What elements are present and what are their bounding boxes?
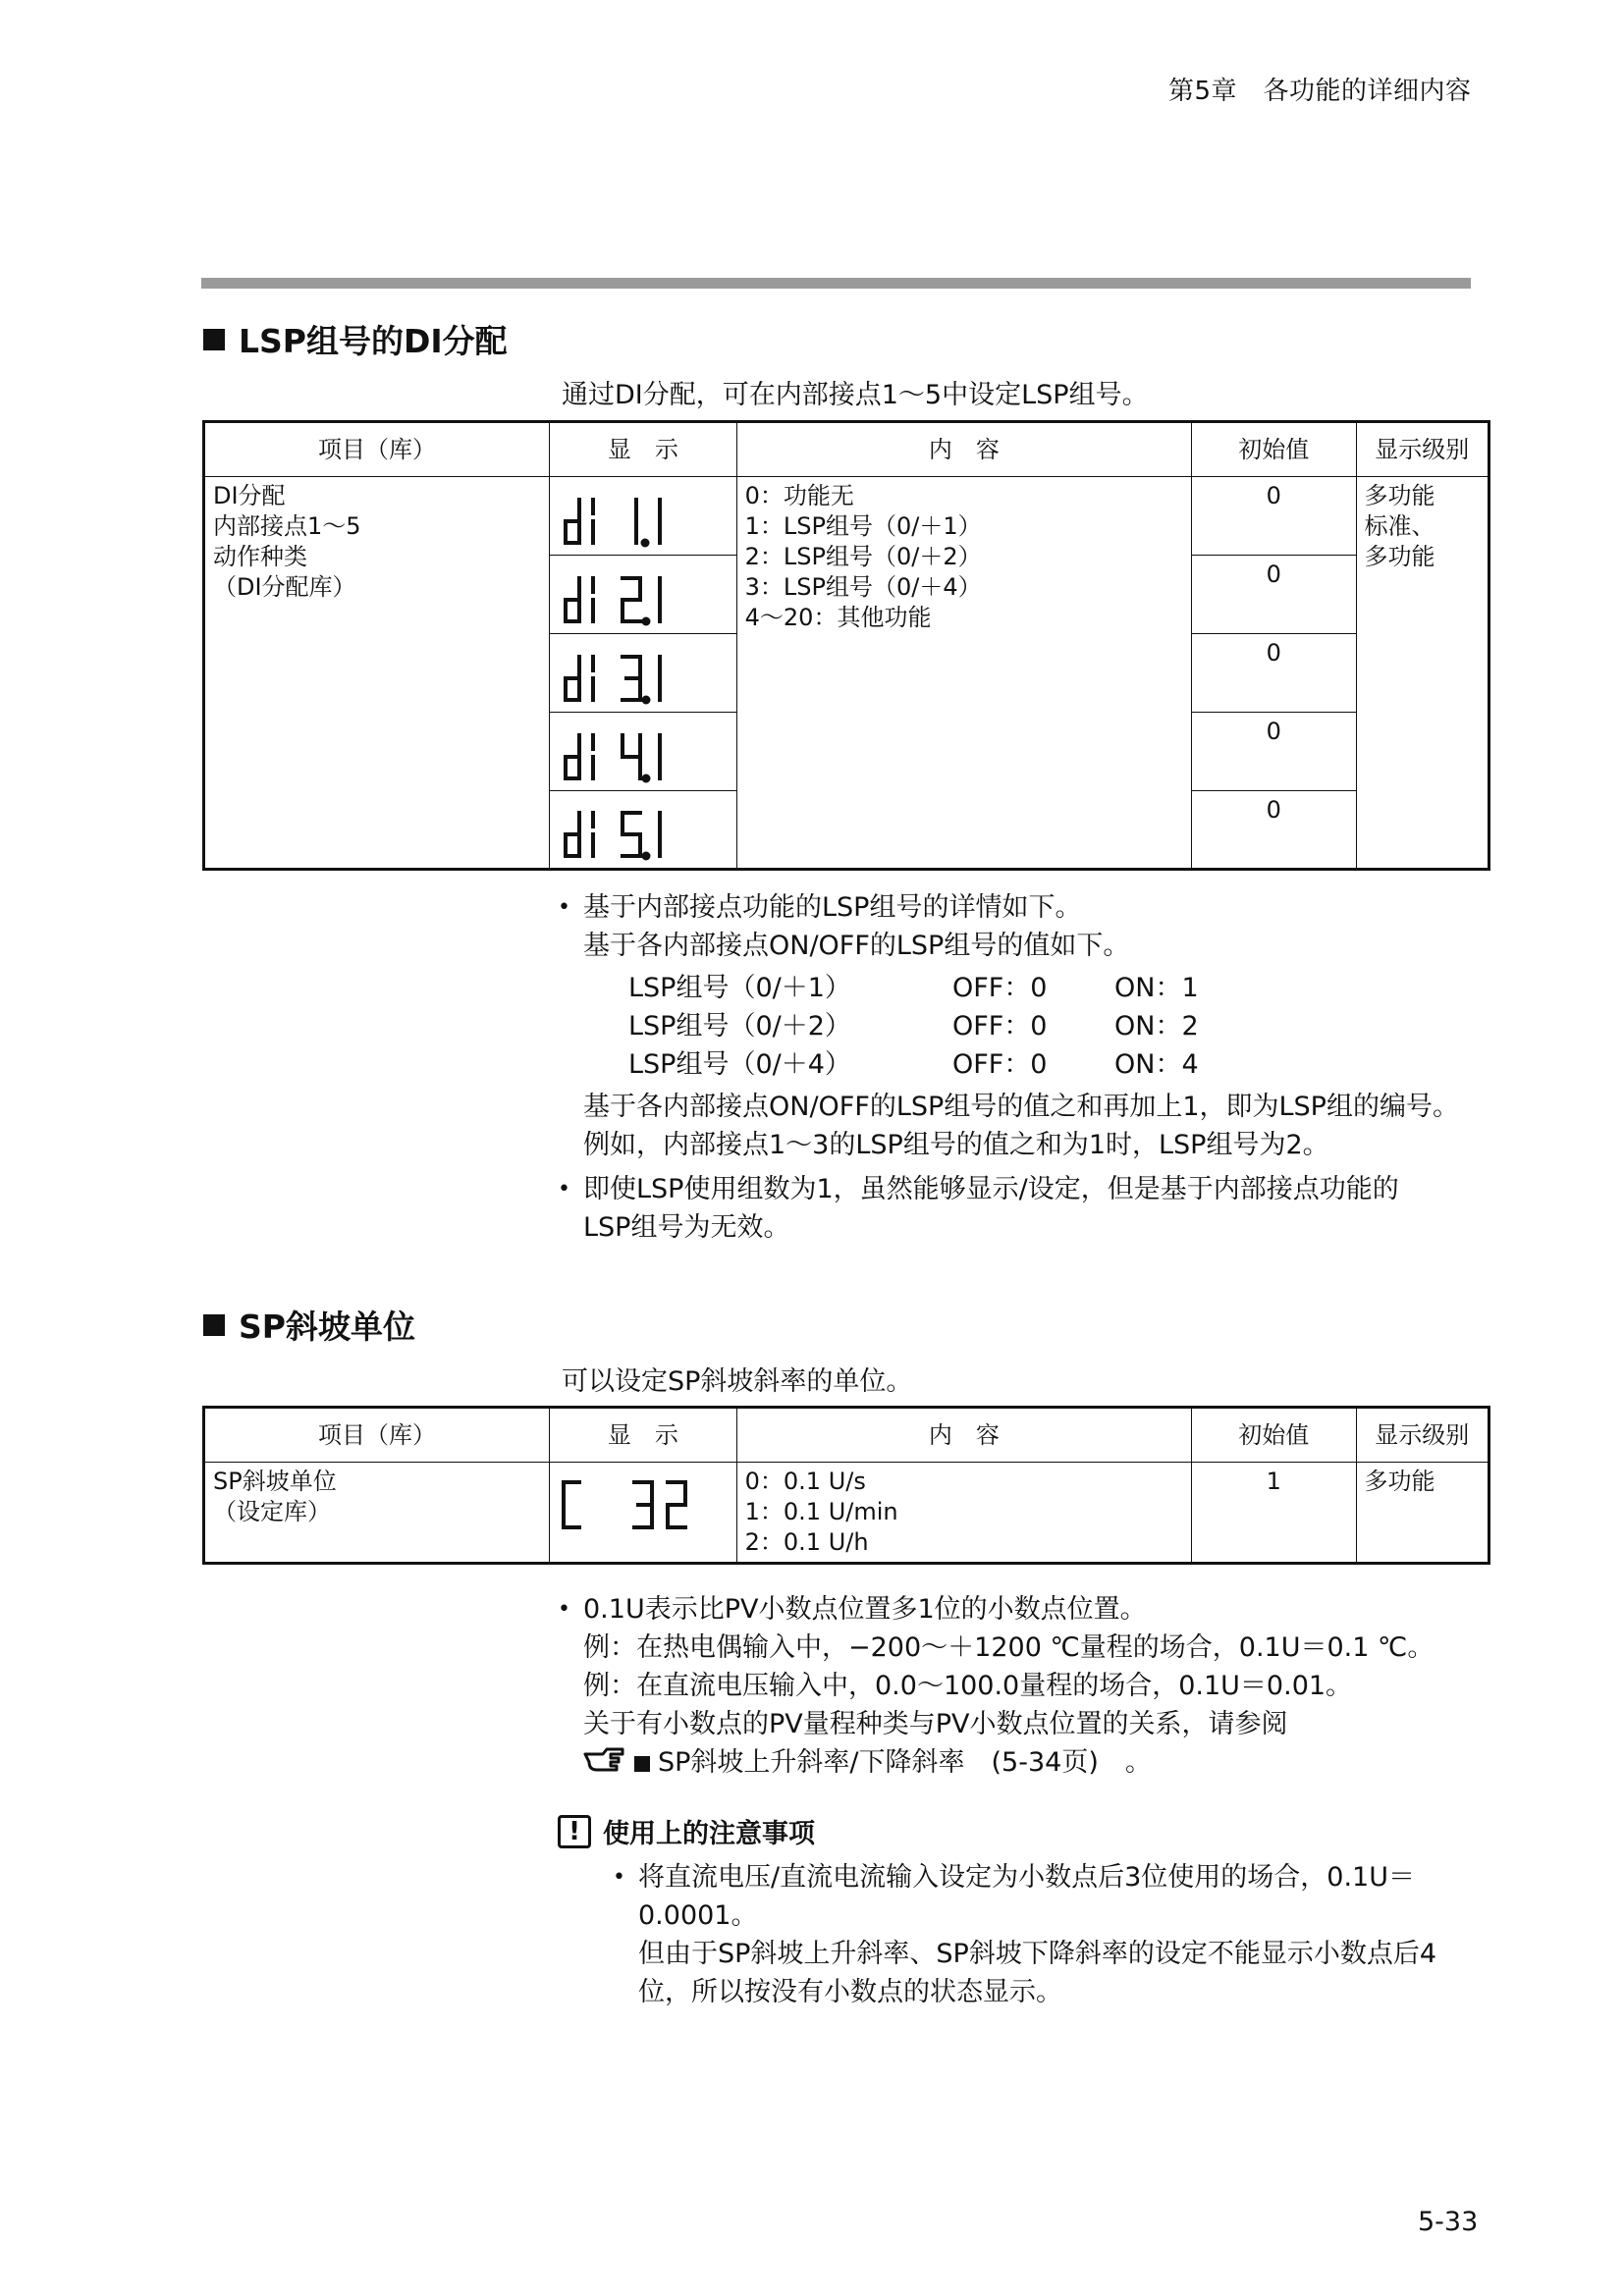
note-bullet: [558, 1170, 1490, 1247]
note-line: 例：在热电偶输入中，−200～＋1200 ℃量程的场合，0.1U＝0.1 ℃。: [583, 1632, 1435, 1663]
lsp-name: LSP组号（0/＋1）: [628, 973, 851, 1003]
col-header-item: 项目（库）: [204, 422, 550, 477]
item-line: （设定库）: [213, 1498, 331, 1525]
section-title-lsp-di: [203, 316, 508, 362]
seven-segment-display: [550, 1468, 734, 1539]
seven-segment-display: [550, 635, 734, 712]
reference-link[interactable]: [583, 1743, 1490, 1783]
col-header-item: 项目（库）: [204, 1408, 550, 1463]
col-header-content: 内 容: [736, 422, 1191, 477]
content-line: 3：LSP组号（0/＋4）: [744, 573, 982, 601]
content-line: 2：LSP组号（0/＋2）: [744, 543, 982, 570]
item-cell: [204, 477, 550, 870]
display-cell-c32: [550, 1463, 737, 1564]
note-bullet: [558, 888, 1490, 1164]
display-cell-di5: [550, 791, 737, 870]
item-cell: [204, 1463, 550, 1564]
square-bullet-icon: [634, 1756, 650, 1772]
note-line: • 0.1U表示比PV小数点位置多1位的小数点位置。: [583, 1594, 1147, 1625]
level-line: 多功能: [1364, 482, 1435, 509]
off-value: OFF：0: [952, 1011, 1048, 1041]
item-line: 动作种类: [213, 543, 307, 570]
display-cell-di4: [550, 713, 737, 791]
level-cell: [1356, 477, 1489, 870]
col-header-level: 显示级别: [1356, 1408, 1489, 1463]
initial-cell: 0: [1192, 556, 1357, 634]
chapter-header: 第5章 各功能的详细内容: [1168, 77, 1472, 106]
display-cell-di2: [550, 556, 737, 634]
seven-segment-display: [550, 791, 734, 868]
initial-cell: 1: [1192, 1463, 1357, 1564]
initial-cell: 0: [1192, 634, 1357, 713]
square-bullet-icon: [203, 329, 225, 350]
seven-segment-display: [550, 478, 734, 555]
off-value: OFF：0: [952, 1049, 1048, 1080]
off-value: OFF：0: [952, 973, 1048, 1003]
content-line: 4～20：其他功能: [744, 604, 932, 631]
content-cell: [736, 1463, 1191, 1564]
content-line: 0：0.1 U/s: [744, 1468, 866, 1495]
list-item: [628, 1045, 1490, 1084]
section1-notes: [558, 888, 1490, 1247]
pointing-hand-icon: [583, 1744, 624, 1783]
caution-line: • 将直流电压/直流电流输入设定为小数点后3位使用的场合，0.1U＝: [638, 1862, 1415, 1893]
caution-line: 0.0001。: [638, 1900, 758, 1931]
note-line: 例：在直流电压输入中，0.0～100.0量程的场合，0.1U＝0.01。: [583, 1671, 1353, 1701]
list-item: [628, 969, 1490, 1007]
col-header-content: 内 容: [736, 1408, 1191, 1463]
content-line: 1：0.1 U/min: [744, 1498, 898, 1525]
item-line: SP斜坡单位: [213, 1468, 337, 1495]
reference-text: SP斜坡上升斜率/下降斜率 (5-34页) 。: [658, 1747, 1152, 1778]
level-line: 标准、: [1364, 512, 1435, 540]
content-line: 2：0.1 U/h: [744, 1528, 869, 1556]
section2-notes: [558, 1590, 1490, 1783]
lsp-name: LSP组号（0/＋4）: [628, 1049, 851, 1080]
exclamation-icon: !: [558, 1815, 591, 1848]
spec-table-sp-ramp: [202, 1406, 1490, 1565]
item-line: DI分配: [213, 482, 286, 509]
display-cell-di3: [550, 634, 737, 713]
note-line: 例如，内部接点1～3的LSP组号的值之和为1时，LSP组号为2。: [583, 1130, 1329, 1160]
list-item: [628, 1007, 1490, 1045]
caution-line: 位，所以按没有小数点的状态显示。: [638, 1977, 1062, 2007]
initial-cell: 0: [1192, 713, 1357, 791]
display-cell-di1: [550, 477, 737, 556]
note-line: • 即使LSP使用组数为1，虽然能够显示/设定，但是基于内部接点功能的: [583, 1174, 1399, 1204]
section-title-text: SP斜坡单位: [239, 1308, 415, 1346]
content-line: 1：LSP组号（0/＋1）: [744, 512, 982, 540]
note-line: LSP组号为无效。: [583, 1212, 790, 1243]
section-title-sp-ramp: [203, 1302, 415, 1348]
caution-bullet: [613, 1858, 1490, 2011]
note-line: 关于有小数点的PV量程种类与PV小数点位置的关系，请参阅: [583, 1709, 1288, 1739]
square-bullet-icon: [203, 1314, 225, 1336]
section-divider: [201, 278, 1471, 289]
caution-title: [558, 1812, 1490, 1850]
item-line: （DI分配库）: [213, 573, 356, 601]
col-header-initial: 初始值: [1192, 422, 1357, 477]
col-header-display: 显 示: [550, 422, 737, 477]
on-value: ON：1: [1114, 973, 1199, 1003]
section-intro: 可以设定SP斜坡斜率的单位。: [562, 1366, 913, 1397]
caution-box: [558, 1812, 1490, 2011]
section-title-text: LSP组号的DI分配: [239, 322, 508, 360]
level-line: 多功能: [1364, 543, 1435, 570]
col-header-level: 显示级别: [1356, 422, 1489, 477]
section-intro: 通过DI分配，可在内部接点1～5中设定LSP组号。: [562, 380, 1149, 410]
note-line: 基于各内部接点ON/OFF的LSP组号的值之和再加上1，即为LSP组的编号。: [583, 1092, 1459, 1122]
lsp-value-list: [583, 969, 1490, 1084]
on-value: ON：4: [1114, 1049, 1199, 1080]
level-cell: 多功能: [1356, 1463, 1489, 1564]
note-line: • 基于内部接点功能的LSP组号的详情如下。: [583, 892, 1082, 923]
caution-line: 但由于SP斜坡上升斜率、SP斜坡下降斜率的设定不能显示小数点后4: [638, 1939, 1437, 1969]
seven-segment-display: [550, 714, 734, 790]
initial-cell: 0: [1192, 477, 1357, 556]
caution-title-text: 使用上的注意事项: [603, 1819, 815, 1849]
seven-segment-display: [550, 557, 734, 633]
spec-table-lsp-di: [202, 420, 1490, 871]
page-number: 5-33: [1418, 2207, 1479, 2237]
item-line: 内部接点1～5: [213, 512, 361, 540]
content-line: 0：功能无: [744, 482, 854, 509]
lsp-name: LSP组号（0/＋2）: [628, 1011, 851, 1041]
on-value: ON：2: [1114, 1011, 1199, 1041]
col-header-initial: 初始值: [1192, 1408, 1357, 1463]
initial-cell: 0: [1192, 791, 1357, 870]
content-cell: [736, 477, 1191, 870]
note-bullet: [558, 1590, 1490, 1783]
col-header-display: 显 示: [550, 1408, 737, 1463]
note-line: 基于各内部接点ON/OFF的LSP组号的值如下。: [583, 931, 1130, 961]
